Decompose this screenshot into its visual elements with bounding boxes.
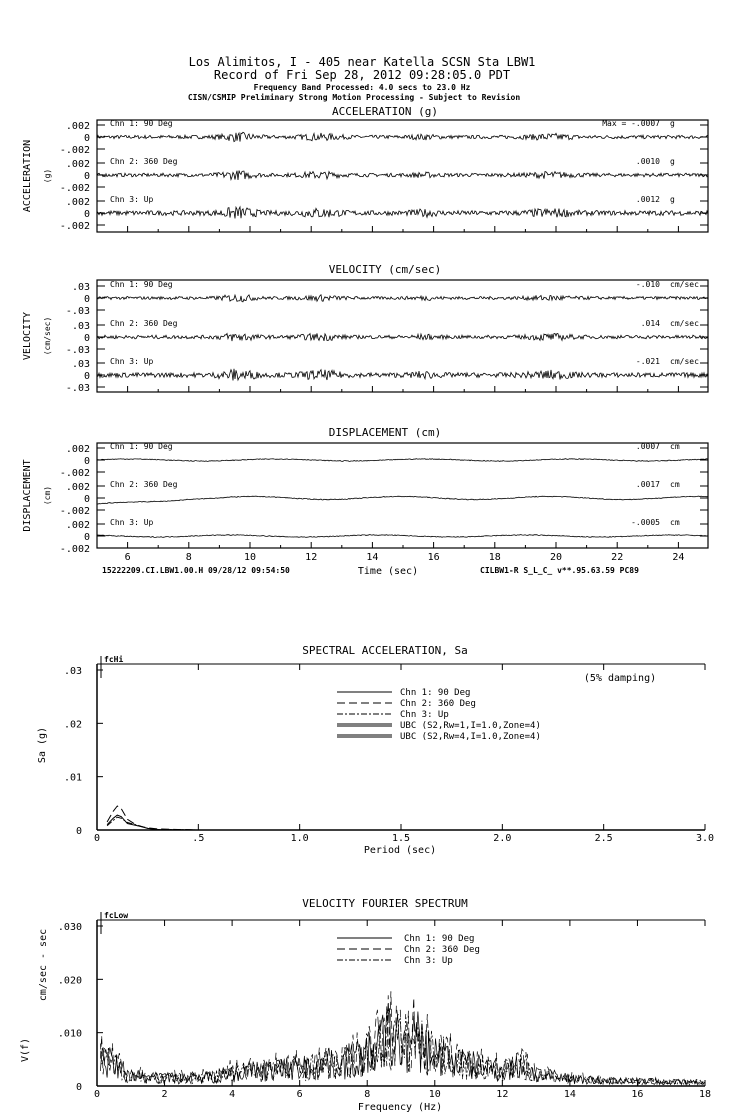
legend-label: Chn 1: 90 Deg [400, 688, 471, 698]
y-tick-label: -.03 [65, 345, 90, 356]
y-tick-label: .03 [71, 282, 90, 293]
x-axis-label: Frequency (Hz) [357, 1102, 443, 1113]
waveform-1 [97, 459, 708, 462]
y-tick-label: -.002 [59, 145, 90, 156]
max-value-label: .0010 [635, 157, 660, 166]
footer-right: CILBW1-R S_L_C_ v**.95.63.59 PC89 [480, 566, 639, 575]
cutoff-label: fcHi [104, 655, 124, 664]
x-tick-label: 0 [93, 833, 101, 844]
x-tick-label: 18 [698, 1089, 712, 1100]
x-tick-label: 4 [229, 1089, 236, 1100]
y-tick-label: -.002 [59, 506, 90, 517]
max-value-label: Max = -.0007 [602, 119, 660, 128]
x-tick-label: 20 [549, 552, 563, 563]
unit-label: cm/sec [670, 280, 699, 289]
unit-label: cm [670, 518, 680, 527]
legend-label: Chn 2: 360 Deg [400, 699, 476, 709]
channel-label: Chn 2: 360 Deg [110, 157, 178, 166]
y-tick-label: 0 [83, 494, 90, 505]
x-tick-label: 3.0 [695, 833, 715, 844]
y-tick-label: 0 [83, 294, 90, 305]
spectrum-curve-2 [100, 991, 704, 1084]
spectrum-curve-1 [100, 1008, 704, 1085]
y-axis-unit: (g) [43, 168, 52, 184]
unit-label: g [670, 157, 675, 166]
y-axis-unit: (cm) [43, 485, 52, 506]
max-value-label: .014 [640, 319, 660, 328]
y-tick-label: .01 [63, 772, 82, 784]
y-tick-label: -.03 [65, 383, 90, 394]
x-tick-label: 12 [305, 552, 318, 563]
y-axis-unit: (cm/sec) [43, 316, 52, 356]
channel-label: Chn 3: Up [110, 518, 154, 527]
x-tick-label: 24 [672, 552, 685, 563]
max-value-label: .0017 [635, 480, 660, 489]
y-tick-label: -.002 [59, 221, 90, 232]
y-tick-label: 0 [83, 171, 90, 182]
y-tick-label: 0 [83, 532, 90, 543]
x-tick-label: 16 [427, 552, 440, 563]
x-tick-label: 10 [428, 1089, 441, 1100]
unit-label: cm/sec [670, 319, 699, 328]
header-line4: CISN/CSMIP Preliminary Strong Motion Processing - Subject to Revision [187, 93, 521, 102]
x-tick-label: 2.5 [594, 833, 613, 844]
y-axis-label: VELOCITY [22, 311, 33, 361]
unit-label: g [670, 119, 675, 128]
x-tick-label: .5 [192, 833, 205, 844]
y-tick-label: -.002 [59, 544, 90, 555]
y-axis-label: ACCELERATION [22, 139, 33, 213]
waveform-1 [97, 295, 708, 302]
chart-layer [20, 105, 714, 1113]
y-tick-label: .020 [57, 975, 82, 987]
waveform-2 [97, 496, 708, 504]
legend-label: UBC (S2,Rw=4,I=1.0,Zone=4) [400, 732, 541, 742]
x-tick-label: 14 [366, 552, 379, 563]
x-tick-label: 8 [185, 552, 192, 563]
legend-label: Chn 3: Up [400, 710, 449, 720]
y-tick-label: 0 [83, 209, 90, 220]
channel-label: Chn 2: 360 Deg [110, 319, 178, 328]
sa-curve-1 [107, 815, 198, 830]
y-tick-label: 0 [83, 333, 90, 344]
legend-label: Chn 3: Up [404, 956, 453, 966]
y-tick-label: .002 [65, 444, 90, 455]
unit-label: g [670, 195, 675, 204]
max-value-label: -.010 [635, 280, 660, 289]
cutoff-label: fcLow [104, 911, 129, 920]
y-tick-label: -.002 [59, 468, 90, 479]
header-line3: Frequency Band Processed: 4.0 secs to 23.0 Hz [253, 83, 471, 92]
y-tick-label: .03 [71, 359, 90, 370]
channel-label: Chn 3: Up [110, 195, 154, 204]
x-tick-label: 2 [161, 1089, 168, 1100]
y-tick-label: .002 [65, 197, 90, 208]
x-tick-label: 18 [488, 552, 501, 563]
panel-frame [97, 443, 708, 548]
x-tick-label: 10 [243, 552, 257, 563]
waveform-3 [97, 207, 708, 219]
x-tick-label: 8 [364, 1089, 371, 1100]
y-tick-label: .010 [57, 1028, 82, 1040]
x-axis-label: Period (sec) [363, 845, 437, 856]
x-tick-label: 0 [93, 1089, 101, 1100]
y-tick-label: .002 [65, 121, 90, 132]
max-value-label: .0007 [635, 442, 660, 451]
legend-label: Chn 2: 360 Deg [404, 945, 480, 955]
x-tick-label: 1.5 [391, 833, 411, 844]
max-value-label: .0012 [635, 195, 660, 204]
x-tick-label: 16 [631, 1089, 644, 1100]
y-tick-label: 0 [83, 133, 90, 144]
panel-title: ACCELERATION (g) [332, 105, 438, 118]
waveform-2 [97, 333, 708, 341]
y-tick-label: .030 [57, 922, 82, 933]
x-tick-label: 22 [611, 552, 624, 563]
x-tick-label: 6 [124, 552, 131, 563]
y-tick-label: 0 [75, 1082, 82, 1093]
legend-label: Chn 1: 90 Deg [404, 934, 475, 944]
y-axis-unit: cm/sec - sec [38, 928, 49, 1002]
y-tick-label: 0 [83, 371, 90, 382]
y-axis-label: V(f) [20, 1037, 31, 1063]
channel-label: Chn 1: 90 Deg [110, 280, 173, 289]
channel-label: Chn 2: 360 Deg [110, 480, 178, 489]
channel-label: Chn 1: 90 Deg [110, 442, 173, 451]
y-tick-label: .002 [65, 159, 90, 170]
y-tick-label: .002 [65, 520, 90, 531]
y-tick-label: -.03 [65, 306, 90, 317]
panel-title: DISPLACEMENT (cm) [328, 426, 442, 439]
y-axis-label: Sa (g) [37, 726, 48, 764]
header-line1: Los Alimitos, I - 405 near Katella SCSN Sta LBW1 [188, 55, 536, 69]
waveform-3 [97, 535, 708, 538]
chart-title: SPECTRAL ACCELERATION, Sa [302, 644, 468, 657]
chart-title: VELOCITY FOURIER SPECTRUM [302, 897, 468, 910]
legend-label: UBC (S2,Rw=1,I=1.0,Zone=4) [400, 721, 541, 731]
header-line2: Record of Fri Sep 28, 2012 09:28:05.0 PDT [213, 68, 511, 82]
panel-title: VELOCITY (cm/sec) [328, 263, 442, 276]
y-tick-label: .002 [65, 482, 90, 493]
channel-label: Chn 3: Up [110, 357, 154, 366]
unit-label: cm [670, 480, 680, 489]
waveform-3 [97, 369, 708, 381]
y-axis-label: DISPLACEMENT [22, 459, 33, 532]
footer-left: 15222209.CI.LBW1.00.H 09/28/12 09:54:50 [102, 566, 290, 575]
y-tick-label: -.002 [59, 183, 90, 194]
x-tick-label: 12 [496, 1089, 509, 1100]
y-tick-label: .03 [71, 321, 90, 332]
waveform-1 [97, 132, 708, 141]
x-tick-label: 14 [563, 1089, 576, 1100]
unit-label: cm/sec [670, 357, 699, 366]
x-axis-label: Time (sec) [357, 566, 419, 577]
y-tick-label: 0 [83, 456, 90, 467]
channel-label: Chn 1: 90 Deg [110, 119, 173, 128]
max-value-label: -.021 [635, 357, 660, 366]
damping-annotation: (5% damping) [583, 673, 657, 684]
x-tick-label: 6 [296, 1089, 303, 1100]
y-tick-label: .03 [63, 666, 82, 677]
y-tick-label: .02 [63, 719, 82, 731]
max-value-label: -.0005 [631, 518, 660, 527]
waveform-2 [97, 171, 708, 180]
y-tick-label: 0 [75, 826, 82, 837]
x-tick-label: 2.0 [493, 833, 512, 844]
x-tick-label: 1.0 [290, 833, 309, 844]
unit-label: cm [670, 442, 680, 451]
